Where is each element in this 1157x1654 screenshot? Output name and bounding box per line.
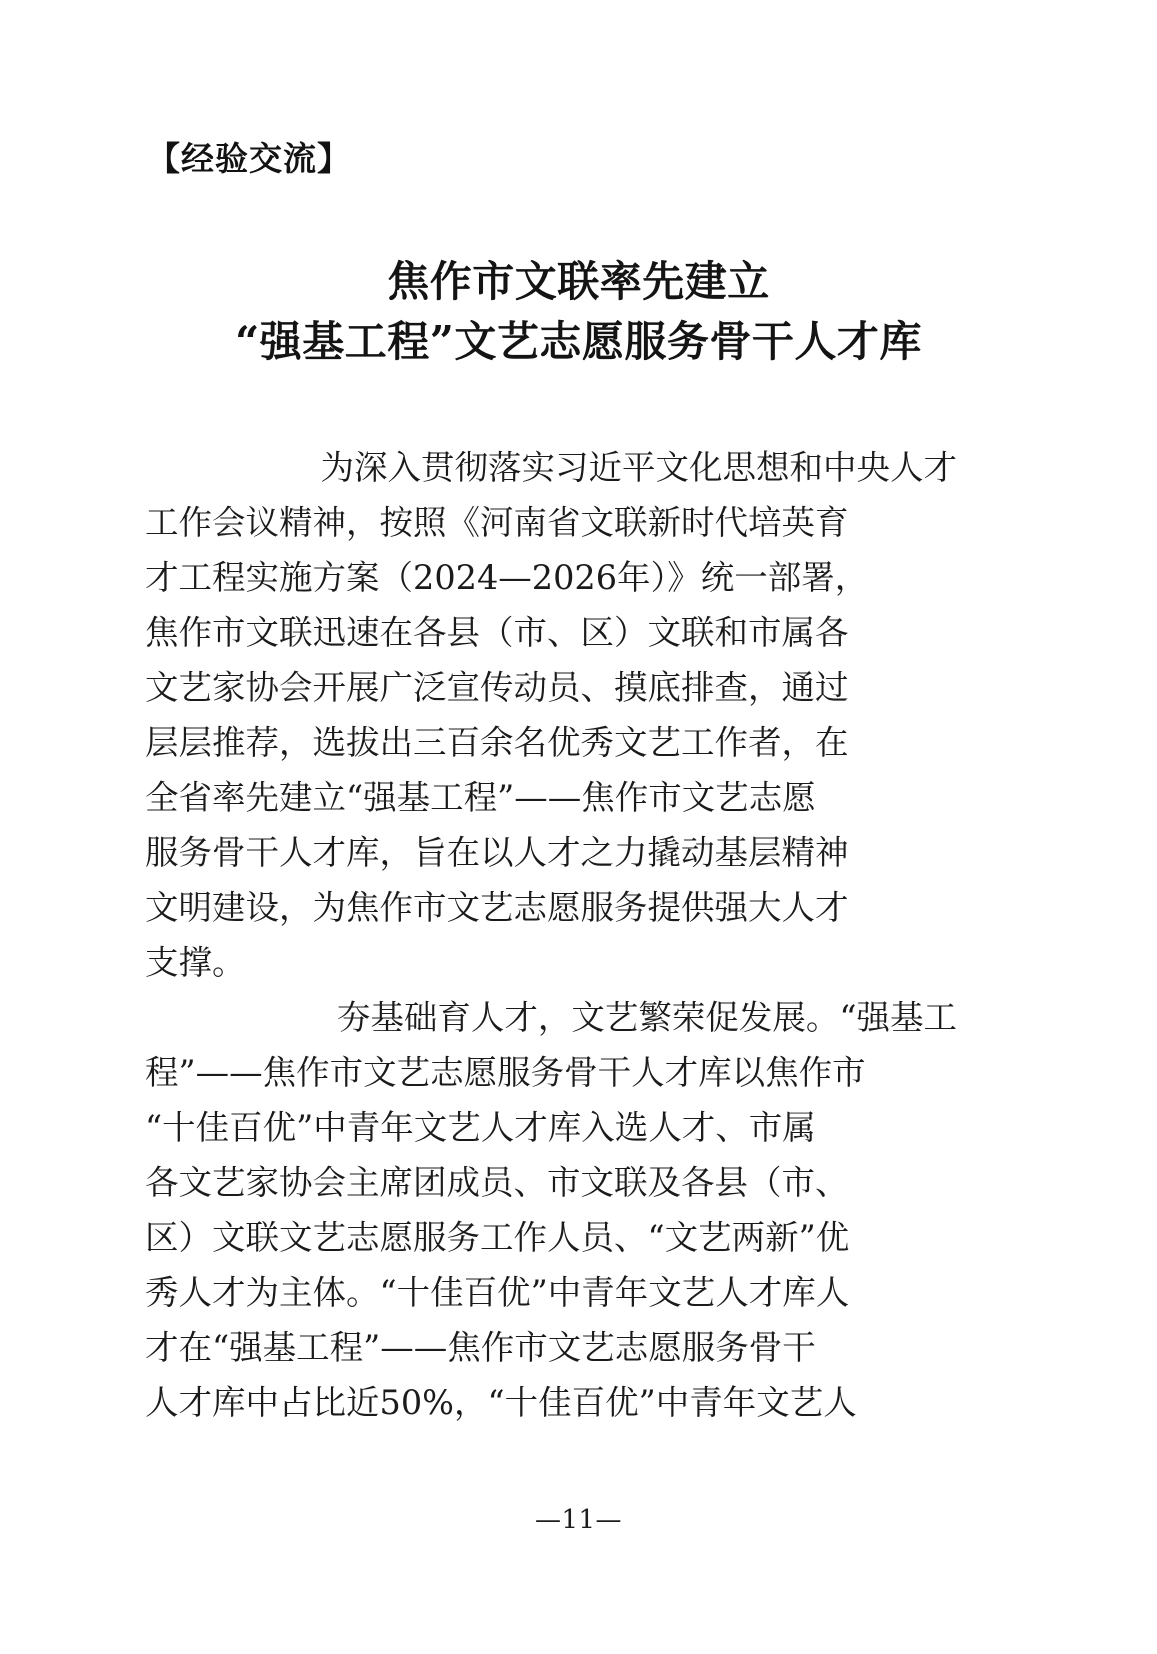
first-line-indent <box>145 440 214 495</box>
paragraph-line-text: 才工程实施方案（2024—2026年）》统一部署， <box>145 558 869 597</box>
title-line-1: 焦作市文联率先建立 <box>387 257 770 306</box>
paragraph-line-text: “十佳百优”中青年文艺人才库入选人才、市属 <box>145 1108 816 1147</box>
paragraph-line-text: 才在“强基工程”——焦作市文艺志愿服务骨干 <box>145 1328 816 1367</box>
paragraph-line <box>145 1100 957 1155</box>
paragraph-line <box>145 550 957 605</box>
paragraph-line <box>145 1045 957 1100</box>
paragraph-line-text: 焦作市文联迅速在各县（市、区）文联和市属各 <box>145 613 849 652</box>
section-kicker: 【经验交流】 <box>147 140 351 177</box>
paragraph-line-text: 工作会议精神，按照《河南省文联新时代培英育 <box>145 503 849 542</box>
paragraph-line <box>145 770 957 825</box>
paragraph-line: 支撑。 <box>145 943 246 982</box>
paragraph-line-text: 区）文联文艺志愿服务工作人员、“文艺两新”优 <box>145 1218 850 1257</box>
paragraph-line <box>145 1375 957 1430</box>
first-line-indent <box>145 990 214 1045</box>
page-number: —11— <box>534 1505 623 1535</box>
paragraph-line <box>145 440 957 495</box>
paragraph-line-text: 程”——焦作市文艺志愿服务骨干人才库以焦作市 <box>145 1053 866 1092</box>
paragraph-line <box>145 1210 957 1265</box>
paragraph-line-text: 全省率先建立“强基工程”——焦作市文艺志愿 <box>145 778 816 817</box>
paragraph-line <box>145 1155 957 1210</box>
paragraph-line <box>145 1320 957 1375</box>
paragraph-line-text: 文明建设，为焦作市文艺志愿服务提供强大人才 <box>145 888 849 927</box>
paragraph-line-text: 服务骨干人才库，旨在以人才之力撬动基层精神 <box>145 833 849 872</box>
paragraph-line <box>145 880 957 935</box>
paragraph-line-text: 文艺家协会开展广泛宣传动员、摸底排查，通过 <box>145 668 849 707</box>
paragraph-line <box>145 715 957 770</box>
paragraph-2 <box>145 990 957 1430</box>
paragraph-line <box>145 825 957 880</box>
paragraph-line-text: 层层推荐，选拔出三百余名优秀文艺工作者，在 <box>145 723 849 762</box>
paragraph-line-text: 人才库中占比近50%，“十佳百优”中青年文艺人 <box>145 1383 857 1422</box>
paragraph-line <box>145 990 957 1045</box>
paragraph-line-text: 为深入贯彻落实习近平文化思想和中央人才 <box>320 448 957 487</box>
paragraph-line <box>145 495 957 550</box>
paragraph-line-text: 秀人才为主体。“十佳百优”中青年文艺人才库人 <box>145 1273 850 1312</box>
page-title <box>0 252 1157 371</box>
paragraph-line <box>145 605 957 660</box>
title-line-2: “强基工程”文艺志愿服务骨干人才库 <box>235 316 922 366</box>
article-body <box>145 440 957 1430</box>
paragraph-line-text: 各文艺家协会主席团成员、市文联及各县（市、 <box>145 1163 849 1202</box>
paragraph-line <box>145 1265 957 1320</box>
paragraph-line <box>145 660 957 715</box>
paragraph-1 <box>145 440 957 990</box>
paragraph-line-text: 夯基础育人才，文艺繁荣促发展。“强基工 <box>336 998 957 1037</box>
